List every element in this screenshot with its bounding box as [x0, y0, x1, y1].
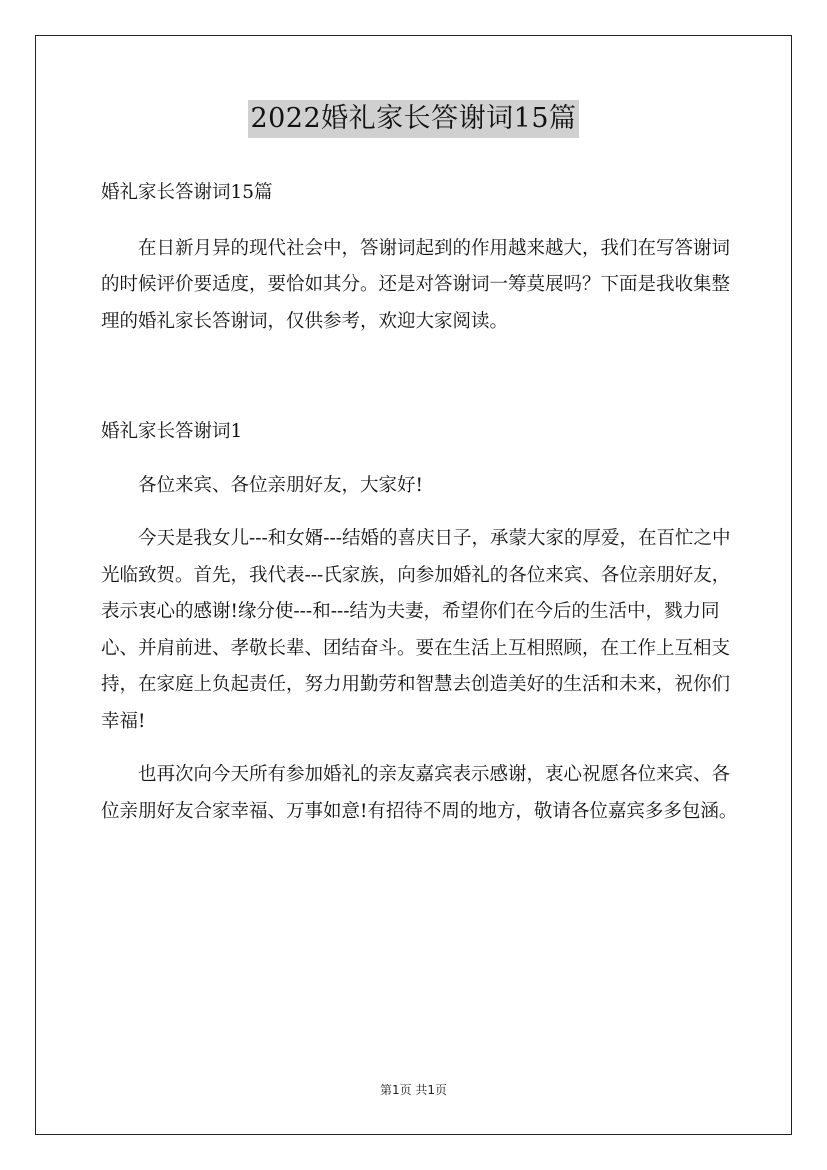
greeting-paragraph: 各位来宾、各位亲朋好友，大家好! — [138, 474, 423, 496]
closing-paragraph: 也再次向今天所有参加婚礼的亲友嘉宾表示感谢，衷心祝愿各位来宾、各位亲朋好友合家幸福、万事如意!有招待不周的地方，敬请各位嘉宾多多包涵。 — [101, 764, 738, 822]
document-title: 2022婚礼家长答谢词15篇 — [248, 100, 578, 138]
document-subtitle: 婚礼家长答谢词15篇 — [101, 182, 273, 203]
body-paragraph: 今天是我女儿---和女婿---结婚的喜庆日子，承蒙大家的厚爱，在百忙之中光临致贺。首先，我代表---氏家族，向参加婚礼的各位来宾、各位亲朋好友，表示衷心的感谢!缘分使---和---结为夫妻，希望你们在今后的生活中，戮力同心、并肩前进、孝敬长辈、团结奋斗。要在生活上互相照顾，在工作上互相支持，在家庭上负起责任，努力用勤劳和智慧去创造美好的生活和未来，祝你们幸福! — [101, 528, 731, 732]
title-container — [0, 100, 827, 138]
document-body — [101, 175, 741, 830]
section-heading: 婚礼家长答谢词1 — [101, 421, 243, 442]
intro-paragraph: 在日新月异的现代社会中，答谢词起到的作用越来越大，我们在写答谢词的时候评价要适度，要恰如其分。还是对答谢词一筹莫展吗？下面是我收集整理的婚礼家长答谢词，仅供参考，欢迎大家阅读。 — [101, 237, 731, 332]
page-footer: 第1页 共1页 — [379, 1083, 448, 1097]
